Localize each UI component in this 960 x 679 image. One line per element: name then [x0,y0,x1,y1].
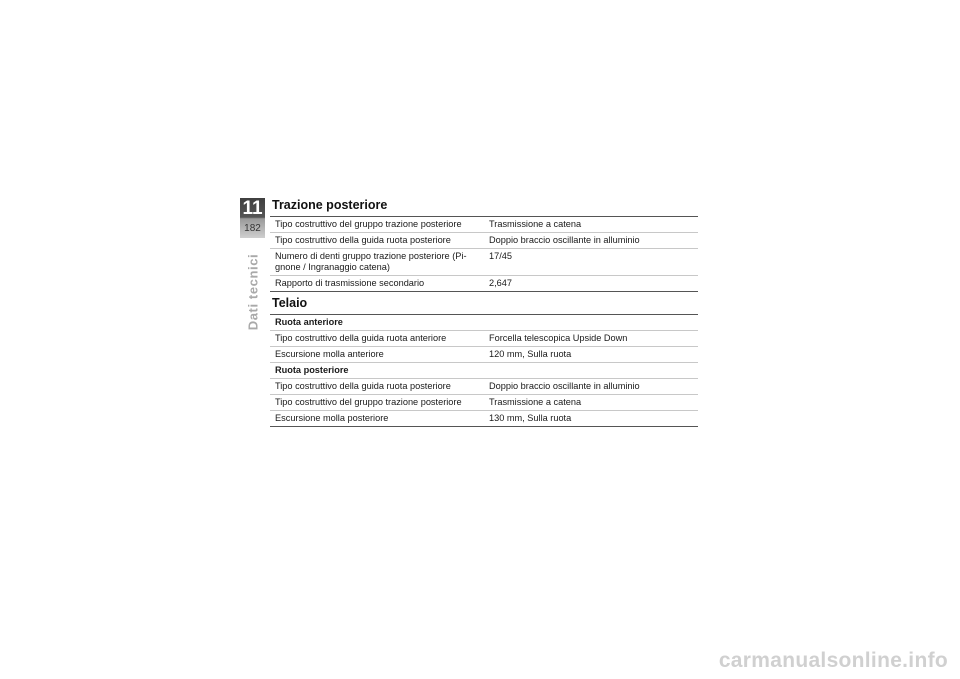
table-row [270,395,698,411]
table-row [270,347,698,363]
chapter-tab [240,198,265,238]
row-label: Tipo costruttivo della guida ruota posteriore [270,379,484,395]
table-subheading [270,315,698,331]
table-row [270,379,698,395]
row-label: Tipo costruttivo della guida ruota anteriore [270,331,484,347]
row-label: Escursione molla anteriore [270,347,484,363]
table-row [270,233,698,249]
table-row [270,249,698,276]
row-value: Doppio braccio oscillante in alluminio [484,233,698,249]
row-value: 120 mm, Sulla ruota [484,347,698,363]
watermark: carmanualsonline.info [718,649,948,672]
row-value: Doppio braccio oscillante in alluminio [484,379,698,395]
table-subheading [270,363,698,379]
row-value: 17/45 [484,249,698,276]
section-title: Telaio [272,296,308,310]
table-row [270,217,698,233]
frame-table [270,314,698,427]
row-value: Trasmissione a catena [484,217,698,233]
table-row [270,331,698,347]
frame-section [270,295,698,427]
row-label: Tipo costruttivo del gruppo trazione posteriore [270,395,484,411]
row-label: Numero di denti gruppo trazione posteriore (Pi-gnone / Ingranaggio catena) [270,249,484,276]
rear-wheel-heading: Ruota posteriore [270,363,698,379]
page-number: 182 [244,223,261,234]
table-row [270,276,698,292]
row-value: 2,647 [484,276,698,292]
row-label: Tipo costruttivo della guida ruota posteriore [270,233,484,249]
section-title: Trazione posteriore [272,198,388,212]
rear-drive-table [270,216,698,292]
front-wheel-heading: Ruota anteriore [270,315,698,331]
table-row [270,411,698,427]
row-label: Rapporto di trasmissione secondario [270,276,484,292]
chapter-number: 11 [242,198,263,219]
chapter-label: Dati tecnici [245,253,261,331]
row-label: Escursione molla posteriore [270,411,484,427]
row-value: Trasmissione a catena [484,395,698,411]
rear-drive-section [270,197,698,292]
row-value: 130 mm, Sulla ruota [484,411,698,427]
row-label: Tipo costruttivo del gruppo trazione posteriore [270,217,484,233]
row-value: Forcella telescopica Upside Down [484,331,698,347]
